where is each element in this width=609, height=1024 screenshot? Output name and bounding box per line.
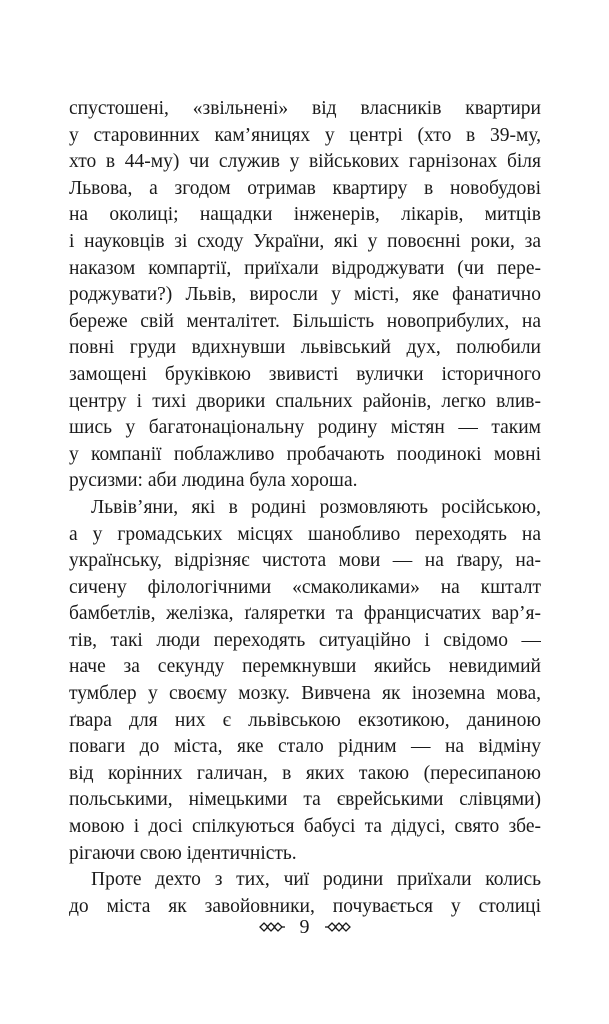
text-line: повні груди вдихнувши львівський дух, полюбили bbox=[69, 337, 541, 359]
text-line: Проте дехто з тих, чиї родини приїхали колись bbox=[91, 869, 541, 891]
text-line: роджувати?) Львів, виросли у місті, яке фанатично bbox=[69, 284, 541, 306]
text-line: тумблер у своєму мозку. Вивчена як іноземна мова, bbox=[69, 683, 541, 705]
text-line: поваги до міста, яке стало рідним — на відміну bbox=[69, 736, 541, 758]
text-line: бамбетлів, желізка, ґаляретки та францисчатих вар’я- bbox=[69, 603, 541, 625]
text-line: рігаючи свою ідентичність. bbox=[69, 842, 297, 864]
text-line: від корінних галичан, в яких такою (пересипаною bbox=[69, 762, 541, 784]
text-line: спустошені, «звільнені» від власників квартири bbox=[69, 98, 541, 119]
paragraph-1 bbox=[69, 96, 541, 495]
text-line: польськими, німецькими та єврейськими слівцями) bbox=[69, 789, 541, 811]
text-line: у компанії поблажливо пробачають поодинокі мовні bbox=[69, 443, 541, 465]
text-line: шись у багатонаціональну родину містян — таким bbox=[69, 417, 541, 439]
text-line: Львів’яни, які в родині розмовляють російською, bbox=[91, 496, 541, 518]
text-line: у старовинних кам’яницях у центрі (хто в 39-му, bbox=[69, 124, 541, 146]
ornament-icon bbox=[258, 920, 286, 934]
text-line: і науковців зі сходу України, які у повоєнні роки, за bbox=[69, 230, 541, 252]
page-number: 9 bbox=[299, 916, 310, 938]
text-line: ґвара для них є львівською екзотикою, даниною bbox=[69, 709, 541, 731]
text-line: тів, такі люди переходять ситуаційно і свідомо — bbox=[69, 629, 541, 651]
text-line: наче за секунду перемкнувши якийсь невидимий bbox=[69, 656, 541, 678]
paragraph-2 bbox=[69, 495, 541, 867]
text-line: українську, відрізняє чистота мови — на ґвару, на- bbox=[69, 550, 541, 572]
ornament-icon bbox=[324, 920, 352, 934]
page-footer bbox=[0, 912, 609, 942]
text-line: мовою і досі спілкуються бабусі та дідусі, свято збе- bbox=[69, 816, 541, 838]
text-line: наказом компартії, приїхали відроджувати (чи пере- bbox=[69, 257, 541, 279]
text-line: сичену філологічними «смаколиками» на кшталт bbox=[69, 576, 541, 598]
text-line: центру і тихі дворики спальних районів, легко влив- bbox=[69, 390, 541, 412]
text-line: замощені бруківкою звивисті вулички історичного bbox=[69, 363, 541, 385]
text-line: на околиці; нащадки інженерів, лікарів, митців bbox=[69, 204, 541, 226]
text-line: русизми: аби людина була хороша. bbox=[69, 470, 358, 492]
text-line: береже свій менталітет. Більшість новоприбулих, на bbox=[69, 310, 541, 332]
page-body bbox=[69, 96, 541, 920]
text-line: хто в 44-му) чи служив у військових гарнізонах біля bbox=[69, 151, 541, 173]
text-line: а у громадських місцях шанобливо переходять на bbox=[69, 523, 541, 545]
text-line: Львова, а згодом отримав квартиру в новобудові bbox=[69, 177, 541, 199]
text-line: до міста як завойовники, почувається у столиці bbox=[69, 895, 541, 917]
